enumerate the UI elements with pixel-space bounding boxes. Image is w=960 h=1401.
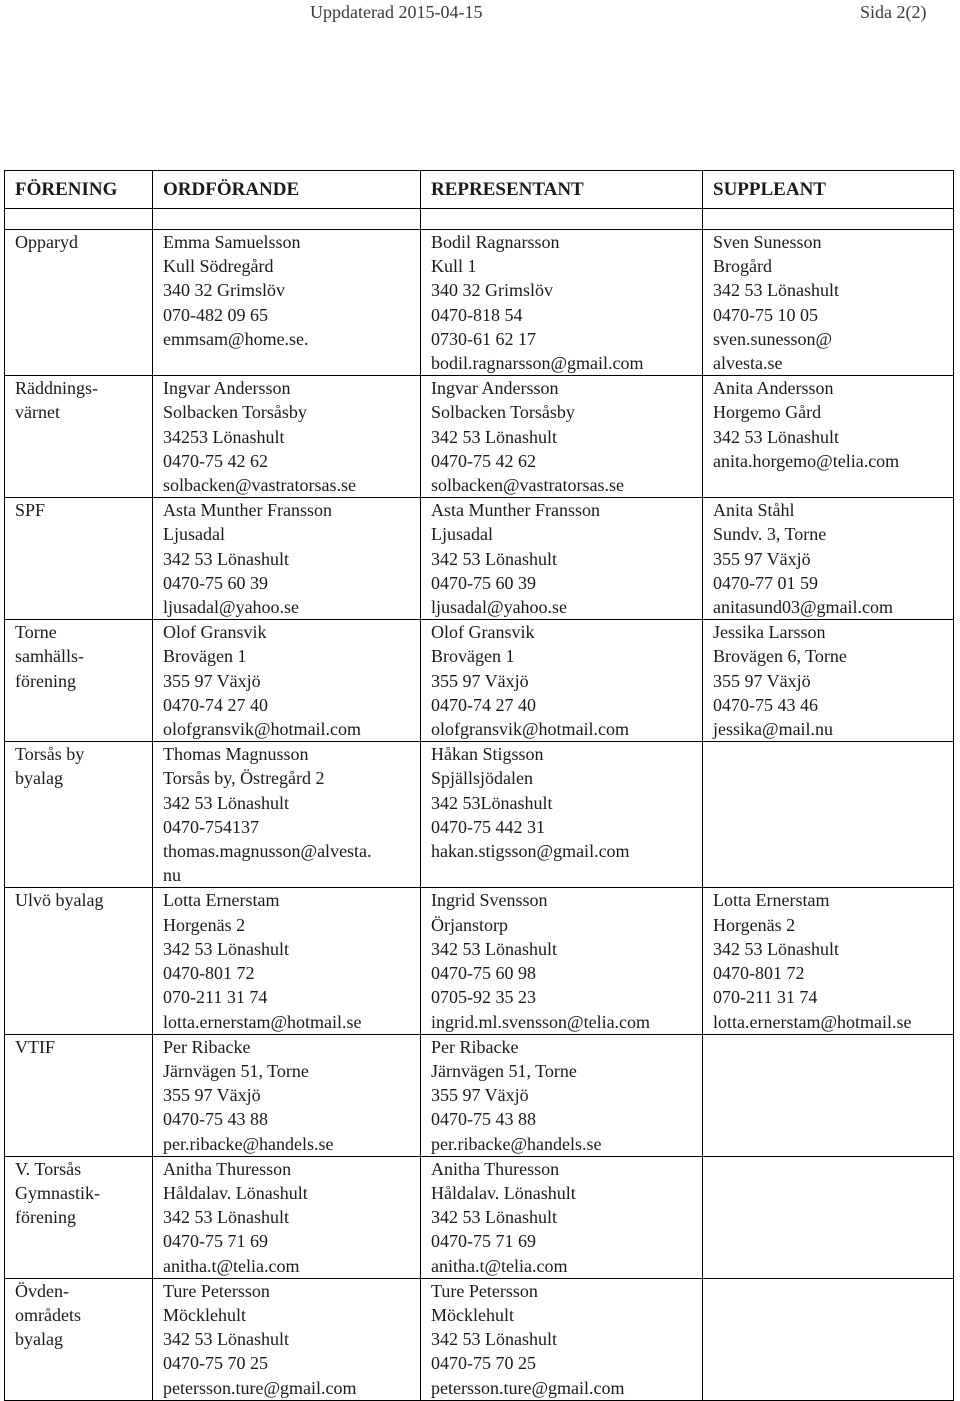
cell-line: 0470-75 71 69	[431, 1231, 536, 1252]
cell-line: Lotta Ernerstam	[163, 890, 280, 911]
cell-line: Ljusadal	[431, 524, 493, 545]
cell-line: 070-482 09 65	[163, 304, 268, 325]
cell-suppleant	[703, 376, 954, 498]
cell-line: 342 53 Lönashult	[431, 938, 557, 959]
table-row	[5, 620, 954, 742]
cell-line: Gymnastik-	[15, 1182, 100, 1203]
cell-line: ljusadal@yahoo.se	[431, 597, 568, 618]
cell-line: Ture Petersson	[431, 1280, 538, 1301]
cell-line: 342 53 Lönashult	[431, 1329, 557, 1350]
cell-line: emmsam@home.se.	[163, 328, 309, 349]
cell-line: anita.horgemo@telia.com	[713, 450, 900, 471]
cell-line: Anitha Thuresson	[431, 1158, 560, 1179]
table-row	[5, 1278, 954, 1400]
cell-line: nu	[163, 865, 181, 886]
cell-line: förening	[15, 1207, 76, 1228]
cell-line: Sundv. 3, Torne	[713, 524, 827, 545]
column-header-forening: FÖRENING	[5, 171, 153, 209]
cell-line: Brovägen 1	[431, 646, 515, 667]
cell-line: lotta.ernerstam@hotmail.se	[163, 1011, 362, 1032]
cell-line: 355 97 Växjö	[431, 670, 529, 691]
cell-representant	[421, 1034, 703, 1156]
cell-line: 0470-75 60 98	[431, 963, 536, 984]
spacer-cell	[153, 209, 421, 230]
cell-line: 0705-92 35 23	[431, 987, 536, 1008]
cell-line: Örjanstorp	[431, 914, 508, 935]
cell-representant	[421, 888, 703, 1034]
cell-ordforande	[153, 230, 421, 376]
cell-line: Torsås by	[15, 744, 85, 765]
cell-line: olofgransvik@hotmail.com	[163, 719, 362, 740]
cell-line: 0470-74 27 40	[431, 694, 536, 715]
cell-line: byalag	[15, 1329, 63, 1350]
cell-line: 0470-75 70 25	[163, 1353, 268, 1374]
cell-line: förening	[15, 670, 76, 691]
cell-line: 342 53 Lönashult	[163, 1207, 289, 1228]
cell-line: Horgenäs 2	[713, 914, 796, 935]
cell-line: Bodil Ragnarsson	[431, 232, 560, 252]
cell-line: lotta.ernerstam@hotmail.se	[713, 1011, 912, 1032]
cell-line: 0470-75 71 69	[163, 1231, 268, 1252]
page-header	[0, 0, 960, 24]
cell-line: Räddnings-	[15, 378, 98, 399]
cell-line: alvesta.se	[713, 353, 783, 374]
table-row	[5, 376, 954, 498]
cell-line: Per Ribacke	[431, 1036, 519, 1057]
cell-line: Olof Gransvik	[163, 622, 267, 643]
cell-line: jessika@mail.nu	[713, 719, 834, 740]
cell-line: petersson.ture@gmail.com	[431, 1377, 625, 1398]
cell-ordforande	[153, 888, 421, 1034]
cell-line: bodil.ragnarsson@gmail.com	[431, 353, 644, 374]
cell-line: 0470-75 42 62	[431, 450, 536, 471]
cell-ordforande	[153, 1156, 421, 1278]
cell-line: 070-211 31 74	[163, 987, 268, 1008]
cell-line: 342 53 Lönashult	[163, 792, 289, 813]
page-number: Sida 2(2)	[860, 2, 927, 22]
cell-line: Asta Munther Fransson	[431, 500, 600, 521]
cell-line: 0470-75 42 62	[163, 450, 268, 471]
table-row	[5, 1156, 954, 1278]
cell-line: Ingvar Andersson	[431, 378, 559, 399]
cell-line: Kull 1	[431, 256, 477, 277]
cell-line: solbacken@vastratorsas.se	[431, 475, 625, 496]
cell-line: Kull Södregård	[163, 256, 274, 277]
cell-suppleant	[703, 888, 954, 1034]
cell-ordforande	[153, 1034, 421, 1156]
cell-forening	[5, 498, 153, 620]
cell-line: thomas.magnusson@alvesta.	[163, 841, 372, 862]
cell-line: Spjällsjödalen	[431, 768, 533, 789]
cell-line: Håkan Stigsson	[431, 744, 544, 765]
cell-ordforande	[153, 620, 421, 742]
cell-line: 0470-74 27 40	[163, 694, 268, 715]
cell-line: 342 53 Lönashult	[431, 1207, 557, 1228]
cell-line: Horgemo Gård	[713, 402, 822, 423]
cell-suppleant	[703, 1278, 954, 1400]
cell-suppleant	[703, 1034, 954, 1156]
cell-line: 0470-75 43 88	[163, 1109, 268, 1130]
cell-line: ljusadal@yahoo.se	[163, 597, 300, 618]
cell-line: Torsås by, Östregård 2	[163, 768, 325, 789]
cell-line: Solbacken Torsåsby	[431, 402, 575, 423]
cell-line: 0470-801 72	[713, 963, 805, 984]
cell-line: petersson.ture@gmail.com	[163, 1377, 357, 1398]
cell-line: Lotta Ernerstam	[713, 890, 830, 911]
cell-line: 0470-77 01 59	[713, 572, 818, 593]
spacer-cell	[421, 209, 703, 230]
cell-suppleant	[703, 230, 954, 376]
cell-forening	[5, 376, 153, 498]
cell-forening	[5, 742, 153, 888]
cell-line: Sven Sunesson	[713, 232, 822, 252]
cell-line: 355 97 Växjö	[713, 548, 811, 569]
cell-line: Thomas Magnusson	[163, 744, 309, 765]
cell-line: samhälls-	[15, 646, 84, 667]
cell-line: Järnvägen 51, Torne	[163, 1060, 309, 1081]
cell-forening	[5, 1034, 153, 1156]
cell-line: 342 53 Lönashult	[713, 426, 839, 447]
cell-line: Håldalav. Lönashult	[431, 1182, 576, 1203]
column-header-representant: REPRESENTANT	[421, 171, 703, 209]
cell-forening	[5, 1278, 153, 1400]
cell-line: 0470-75 43 88	[431, 1109, 536, 1130]
cell-representant	[421, 620, 703, 742]
cell-line: Emma Samuelsson	[163, 232, 301, 252]
cell-line: Ture Petersson	[163, 1280, 270, 1301]
cell-line: Ingvar Andersson	[163, 378, 291, 399]
cell-line: anitha.t@telia.com	[163, 1255, 300, 1276]
cell-line: 0470-754137	[163, 816, 259, 837]
cell-forening	[5, 230, 153, 376]
cell-line: 355 97 Växjö	[163, 1085, 261, 1106]
table-row	[5, 230, 954, 376]
cell-line: 070-211 31 74	[713, 987, 818, 1008]
cell-line: Brovägen 1	[163, 646, 247, 667]
cell-line: 355 97 Växjö	[713, 670, 811, 691]
cell-line: Ljusadal	[163, 524, 225, 545]
cell-line: 0470-75 60 39	[431, 572, 536, 593]
cell-line: per.ribacke@handels.se	[163, 1133, 334, 1154]
cell-line: 342 53 Lönashult	[163, 548, 289, 569]
cell-line: 0470-75 10 05	[713, 304, 818, 325]
cell-line: Ulvö byalag	[15, 890, 104, 911]
table-row	[5, 1034, 954, 1156]
cell-forening	[5, 888, 153, 1034]
spacer-row	[5, 209, 954, 230]
cell-line: Järnvägen 51, Torne	[431, 1060, 577, 1081]
cell-ordforande	[153, 742, 421, 888]
cell-line: sven.sunesson@	[713, 328, 833, 349]
cell-ordforande	[153, 498, 421, 620]
cell-line: byalag	[15, 768, 63, 789]
cell-line: Anita Ståhl	[713, 500, 795, 521]
cell-line: Möcklehult	[163, 1304, 246, 1325]
cell-line: Per Ribacke	[163, 1036, 251, 1057]
cell-line: 0470-801 72	[163, 963, 255, 984]
cell-line: 340 32 Grimslöv	[163, 280, 286, 301]
cell-line: Möcklehult	[431, 1304, 514, 1325]
cell-line: Anitha Thuresson	[163, 1158, 292, 1179]
table-row	[5, 498, 954, 620]
cell-line: SPF	[15, 500, 46, 521]
cell-line: Håldalav. Lönashult	[163, 1182, 308, 1203]
cell-suppleant	[703, 498, 954, 620]
cell-line: 0470-75 442 31	[431, 816, 545, 837]
cell-forening	[5, 1156, 153, 1278]
cell-suppleant	[703, 742, 954, 888]
cell-representant	[421, 230, 703, 376]
cell-representant	[421, 742, 703, 888]
cell-line: Brogård	[713, 256, 772, 277]
cell-line: Övden-	[15, 1280, 69, 1301]
cell-line: 342 53 Lönashult	[163, 938, 289, 959]
cell-line: solbacken@vastratorsas.se	[163, 475, 357, 496]
cell-line: 0730-61 62 17	[431, 328, 536, 349]
cell-line: 34253 Lönashult	[163, 426, 285, 447]
cell-line: Horgenäs 2	[163, 914, 246, 935]
cell-line: 342 53 Lönashult	[431, 426, 557, 447]
cell-line: Solbacken Torsåsby	[163, 402, 307, 423]
cell-suppleant	[703, 1156, 954, 1278]
cell-line: Jessika Larsson	[713, 622, 826, 643]
updated-date: Uppdaterad 2015-04-15	[310, 2, 483, 22]
cell-line: Anita Andersson	[713, 378, 834, 399]
cell-line: Ingrid Svensson	[431, 890, 548, 911]
cell-line: Torne	[15, 622, 57, 643]
cell-representant	[421, 1156, 703, 1278]
cell-line: 355 97 Växjö	[163, 670, 261, 691]
cell-line: VTIF	[15, 1036, 55, 1057]
column-header-ordforande: ORDFÖRANDE	[153, 171, 421, 209]
cell-representant	[421, 1278, 703, 1400]
cell-line: ingrid.ml.svensson@telia.com	[431, 1011, 651, 1032]
cell-line: 0470-75 60 39	[163, 572, 268, 593]
cell-line: 342 53 Lönashult	[713, 280, 839, 301]
cell-line: 0470-75 43 46	[713, 694, 818, 715]
cell-line: Brovägen 6, Torne	[713, 646, 847, 667]
cell-line: 0470-75 70 25	[431, 1353, 536, 1374]
cell-ordforande	[153, 376, 421, 498]
cell-line: 342 53 Lönashult	[431, 548, 557, 569]
cell-forening	[5, 620, 153, 742]
cell-representant	[421, 376, 703, 498]
cell-line: 342 53 Lönashult	[163, 1329, 289, 1350]
cell-line: olofgransvik@hotmail.com	[431, 719, 630, 740]
cell-representant	[421, 498, 703, 620]
cell-line: 355 97 Växjö	[431, 1085, 529, 1106]
cell-line: 340 32 Grimslöv	[431, 280, 554, 301]
cell-line: 342 53 Lönashult	[713, 938, 839, 959]
cell-line: Asta Munther Fransson	[163, 500, 332, 521]
cell-line: anitha.t@telia.com	[431, 1255, 568, 1276]
cell-ordforande	[153, 1278, 421, 1400]
table-body	[5, 209, 954, 1401]
cell-line: Opparyd	[15, 232, 78, 252]
table-row	[5, 742, 954, 888]
column-header-suppleant: SUPPLEANT	[703, 171, 954, 209]
spacer-cell	[703, 209, 954, 230]
table-row	[5, 888, 954, 1034]
header-row	[5, 171, 954, 209]
cell-line: värnet	[15, 402, 60, 423]
cell-suppleant	[703, 620, 954, 742]
cell-line: anitasund03@gmail.com	[713, 597, 894, 618]
cell-line: Olof Gransvik	[431, 622, 535, 643]
association-table	[4, 170, 954, 1401]
cell-line: per.ribacke@handels.se	[431, 1133, 602, 1154]
cell-line: 342 53Lönashult	[431, 792, 553, 813]
cell-line: hakan.stigsson@gmail.com	[431, 841, 630, 862]
cell-line: områdets	[15, 1304, 81, 1325]
cell-line: 0470-818 54	[431, 304, 523, 325]
spacer-cell	[5, 209, 153, 230]
cell-line: V. Torsås	[15, 1158, 82, 1179]
